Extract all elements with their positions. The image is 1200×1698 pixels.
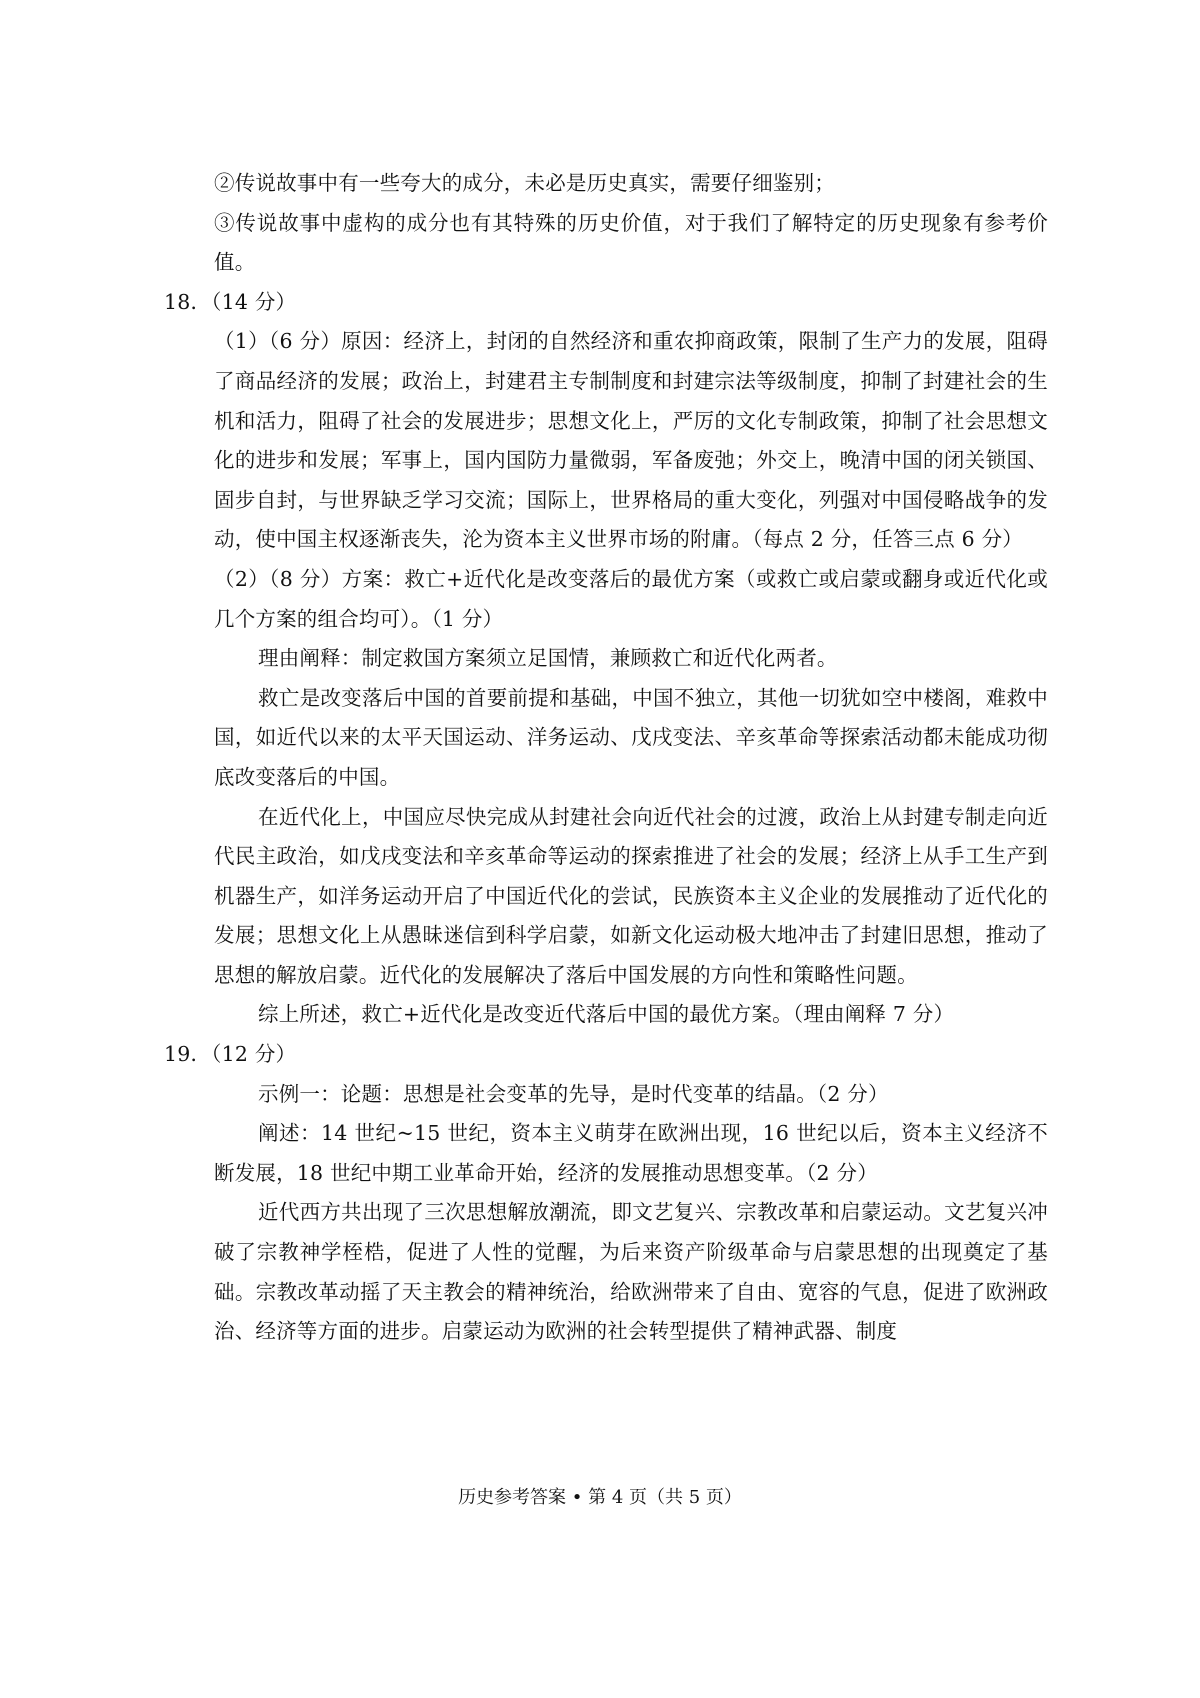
question-18-part-2: （2）（8 分）方案：救亡+近代化是改变落后的最优方案（或救亡或启蒙或翻身或近代化或几个方案的组合均可）。（1 分） xyxy=(214,566,1048,631)
page-footer: 历史参考答案 • 第 4 页（共 5 页） xyxy=(458,1487,742,1508)
answer-body xyxy=(148,164,1048,1352)
question-18-heading: 18．（14 分） xyxy=(164,289,297,314)
question-18-part-1: （1）（6 分）原因：经济上，封闭的自然经济和重农抑商政策，限制了生产力的发展，阻碍了商品经济的发展；政治上，封建君主专制制度和封建宗法等级制度，抑制了封建社会的生机和活力，阻碍了社会的发展进步；思想文化上，严厉的文化专制政策，抑制了社会思想文化的进步和发展；军事上，国内国防力量微弱，军备废弛；外交上，晚清中国的闭关锁国、固步自封，与世界缺乏学习交流；国际上，世界格局的重大变化，列强对中国侵略战争的发动，使中国主权逐渐丧失，沦为资本主义世界市场的附庸。（每点 2 分，任答三点 6 分） xyxy=(214,329,1048,552)
intro-point-3: ③传说故事中虚构的成分也有其特殊的历史价值，对于我们了解特定的历史现象有参考价值。 xyxy=(214,210,1048,275)
intro-point-2: ②传说故事中有一些夸大的成分，未必是历史真实，需要仔细鉴别； xyxy=(214,171,835,195)
question-19-example: 示例一：论题：思想是社会变革的先导，是时代变革的结晶。（2 分） xyxy=(258,1081,889,1106)
question-18-summary: 综上所述，救亡+近代化是改变近代落后中国的最优方案。（理由阐释 7 分） xyxy=(258,1002,955,1027)
question-18-reason: 理由阐释：制定救国方案须立足国情，兼顾救亡和近代化两者。 xyxy=(258,646,838,671)
question-19-western-thought: 近代西方共出现了三次思想解放潮流，即文艺复兴、宗教改革和启蒙运动。文艺复兴冲破了宗教神学桎梏，促进了人性的觉醒，为后来资产阶级革命与启蒙思想的出现奠定了基础。宗教改革动摇了天主教会的精神统治，给欧洲带来了自由、宽容的气息，促进了欧洲政治、经济等方面的进步。启蒙运动为欧洲的社会转型提供了精神武器、制度 xyxy=(214,1200,1048,1344)
question-19-heading: 19．（12 分） xyxy=(164,1042,297,1067)
question-18-save-nation: 救亡是改变落后中国的首要前提和基础，中国不独立，其他一切犹如空中楼阁，难救中国，如近代以来的太平天国运动、洋务运动、戊戌变法、辛亥革命等探索活动都未能成功彻底改变落后的中国。 xyxy=(214,685,1048,789)
question-18-modernization: 在近代化上，中国应尽快完成从封建社会向近代社会的过渡，政治上从封建专制走向近代民主政治，如戊戌变法和辛亥革命等运动的探索推进了社会的发展；经济上从手工生产到机器生产，如洋务运动开启了中国近代化的尝试，民族资本主义企业的发展推动了近代化的发展；思想文化上从愚昧迷信到科学启蒙，如新文化运动极大地冲击了封建旧思想，推动了思想的解放启蒙。近代化的发展解决了落后中国发展的方向性和策略性问题。 xyxy=(214,804,1048,987)
question-19-elaboration: 阐述：14 世纪~15 世纪，资本主义萌芽在欧洲出现，16 世纪以后，资本主义经济不断发展，18 世纪中期工业革命开始，经济的发展推动思想变革。（2 分） xyxy=(214,1121,1048,1185)
